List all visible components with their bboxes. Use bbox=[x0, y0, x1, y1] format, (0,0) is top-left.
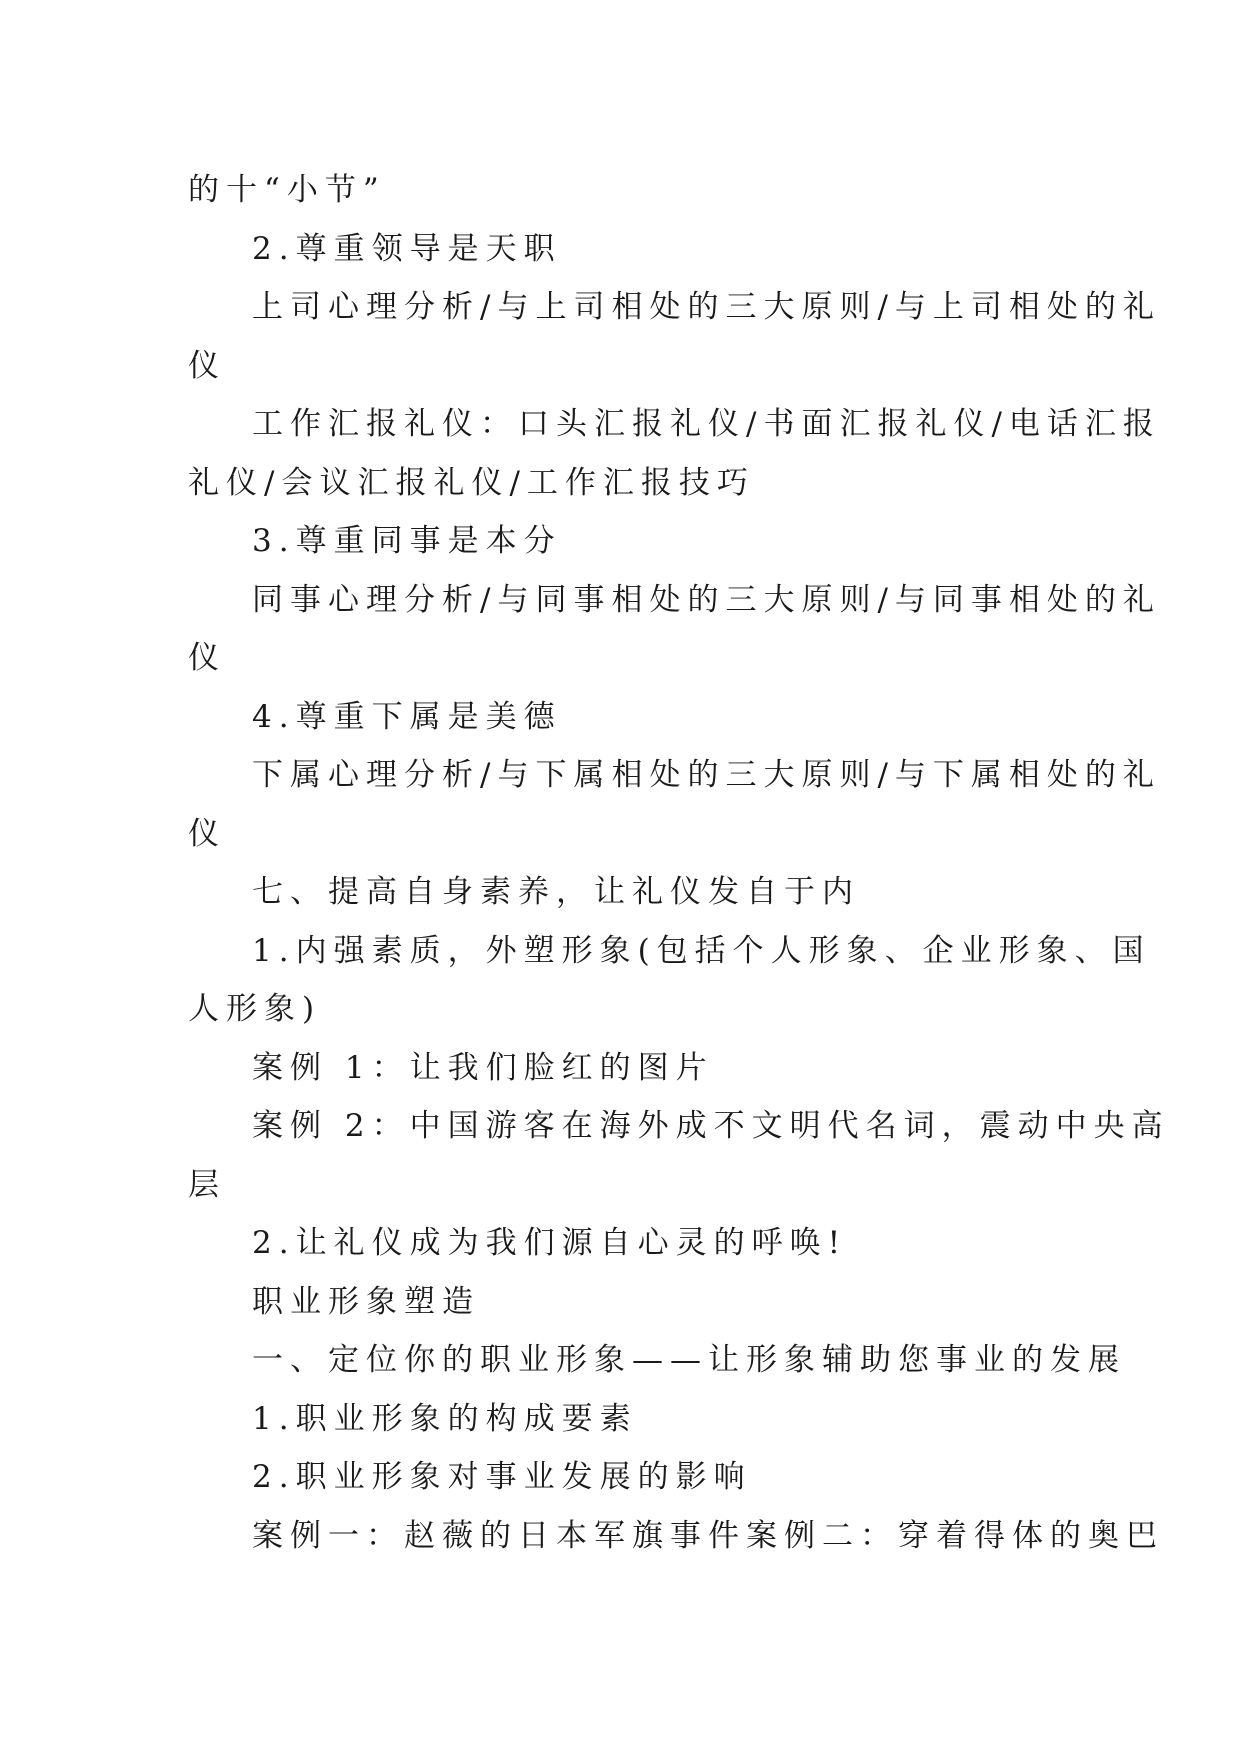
document-body bbox=[188, 161, 1170, 1565]
text-line: 下属心理分析/与下属相处的三大原则/与下属相处的礼 bbox=[252, 757, 1161, 793]
text-line: 工作汇报礼仪：口头汇报礼仪/书面汇报礼仪/电话汇报 bbox=[252, 406, 1161, 442]
text-line: 人形象) bbox=[188, 991, 322, 1027]
case-line: 案例 1：让我们脸红的图片 bbox=[252, 1049, 714, 1086]
text-line: 仪 bbox=[188, 347, 226, 384]
subheading: 3.尊重同事是本分 bbox=[252, 523, 562, 559]
section-heading: 一、定位你的职业形象——让形象辅助您事业的发展 bbox=[252, 1342, 1126, 1378]
text-line: 层 bbox=[188, 1166, 226, 1203]
text-line: 礼仪/会议汇报礼仪/工作汇报技巧 bbox=[188, 464, 755, 501]
text-line: 仪 bbox=[188, 640, 226, 676]
text-line: 上司心理分析/与上司相处的三大原则/与上司相处的礼 bbox=[252, 289, 1161, 325]
subheading: 2.职业形象对事业发展的影响 bbox=[252, 1459, 752, 1495]
subheading: 4.尊重下属是美德 bbox=[252, 698, 562, 735]
subheading: 1.职业形象的构成要素 bbox=[252, 1400, 638, 1437]
case-line: 案例一：赵薇的日本军旗事件案例二：穿着得体的奥巴 bbox=[252, 1517, 1164, 1554]
chapter-title: 职业形象塑造 bbox=[252, 1283, 480, 1320]
text-line: 的十“小节” bbox=[188, 172, 386, 208]
text-line: 同事心理分析/与同事相处的三大原则/与同事相处的礼 bbox=[252, 581, 1161, 618]
text-line: 仪 bbox=[188, 815, 226, 852]
subheading: 2.尊重领导是天职 bbox=[252, 230, 562, 267]
subheading: 1.内强素质，外塑形象(包括个人形象、企业形象、国 bbox=[252, 932, 1151, 969]
case-line: 案例 2：中国游客在海外成不文明代名词，震动中央高 bbox=[252, 1108, 1170, 1144]
subheading: 2.让礼仪成为我们源自心灵的呼唤! bbox=[252, 1225, 848, 1261]
section-heading: 七、提高自身素养，让礼仪发自于内 bbox=[252, 874, 860, 910]
